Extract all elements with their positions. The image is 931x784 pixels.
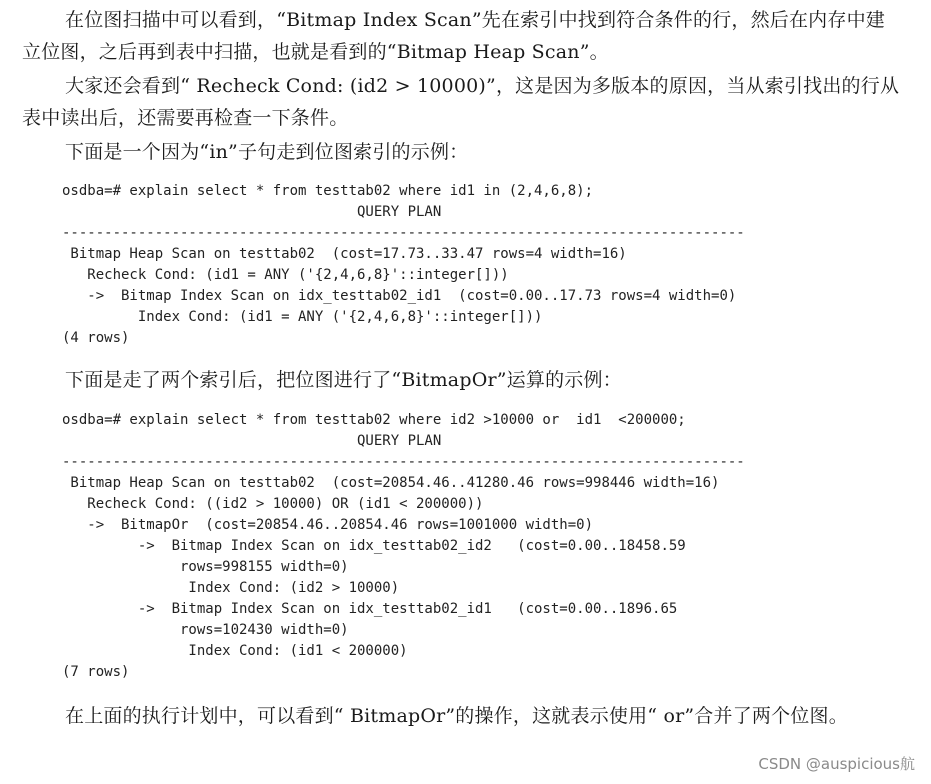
paragraph-bitmapor-intro: 下面是走了两个索引后，把位图进行了“BitmapOr”运算的示例：	[65, 369, 622, 391]
code-block-in-clause-plan: osdba=# explain select * from testtab02 where id1 in (2,4,6,8); QUERY PLAN --------------------------------------------------------------------------------- Bitmap Heap Scan on testtab02 (cost=17.73..33.47 rows=4 width=16) Recheck Cond: (id1 = ANY ('{2,4,6,8}'::integer[])) -> Bitmap Index Scan on idx_testtab02_id1 (cost=0.00..17.73 rows=4 width=0) Index Cond: (id1 = ANY ('{2,4,6,8}'::integer[])) (4 rows)	[62, 183, 745, 346]
code-block-bitmapor-plan: osdba=# explain select * from testtab02 where id2 >10000 or id1 <200000; QUERY PLAN --------------------------------------------------------------------------------- Bitmap Heap Scan on testtab02 (cost=20854.46..41280.46 rows=998446 width=16) Recheck Cond: ((id2 > 10000) OR (id1 < 200000)) -> BitmapOr (cost=20854.46..20854.46 rows=1001000 width=0) -> Bitmap Index Scan on idx_testtab02_id2 (cost=0.00..18458.59 rows=998155 width=0) Index Cond: (id2 > 10000) -> Bitmap Index Scan on idx_testtab02_id1 (cost=0.00..1896.65 rows=102430 width=0) Index Cond: (id1 < 200000) (7 rows)	[62, 412, 745, 680]
paragraph-bitmapor-conclusion: 在上面的执行计划中，可以看到“ BitmapOr”的操作，这就表示使用“ or”合并了两个位图。	[65, 705, 848, 727]
paragraph-bitmap-scan-explanation: 在位图扫描中可以看到，“Bitmap Index Scan”先在索引中找到符合条件的行，然后在内存中建立位图，之后再到表中扫描，也就是看到的“Bitmap Heap Scan”。	[22, 9, 885, 63]
paragraph-recheck-cond-explanation: 大家还会看到“ Recheck Cond: (id2 > 10000)”，这是因为多版本的原因，当从索引找出的行从表中读出后，还需要再检查一下条件。	[22, 75, 900, 129]
paragraph-in-clause-intro: 下面是一个因为“in”子句走到位图索引的示例：	[65, 141, 469, 163]
csdn-watermark: CSDN @auspicious航	[758, 755, 915, 773]
